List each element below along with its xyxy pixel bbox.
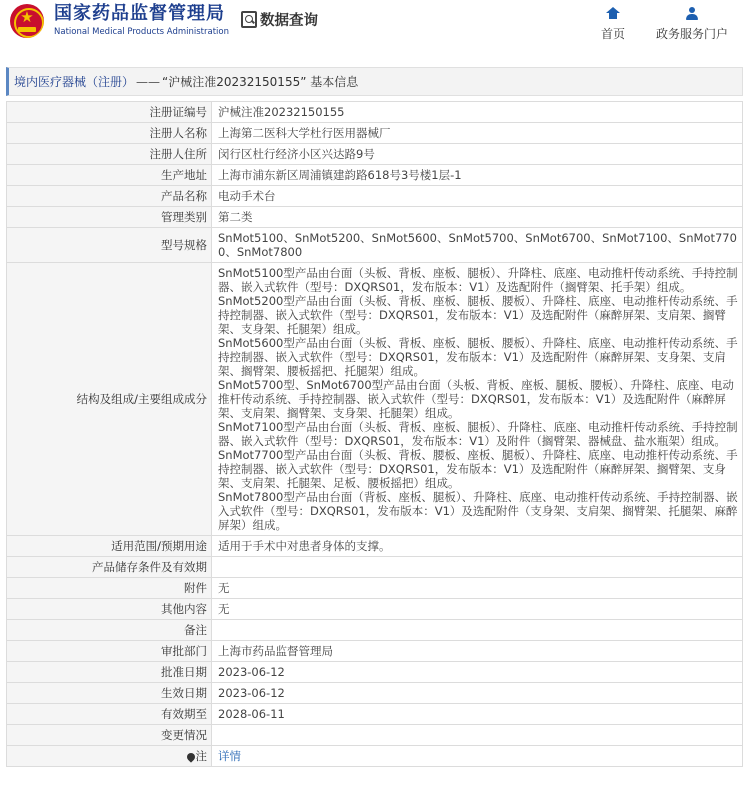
field-label [7,746,212,767]
structure-paragraph: SnMot7100型产品由台面（头板、背板、座板、腿板）、升降柱、底座、电动推杆传动系统、手持控制器、嵌入式软件（型号：DXQRS01，发布版本：V1）及附件（搁臂架、器械盘、盐水瓶架）组成。 [218,420,738,448]
field-value: 无 [212,578,743,599]
data-query-title[interactable] [241,9,318,30]
field-label: 附件 [7,578,212,599]
row-approval-date [7,662,743,683]
details-link[interactable]: 详情 [218,749,241,763]
structure-paragraph: SnMot7800型产品由台面（背板、座板、腿板）、升降柱、底座、电动推杆传动系统、手持控制器、嵌入式软件（型号：DXQRS01，发布版本：V1）及选配附件（支身架、支肩架、搁臂架、托腿架、麻醉屏架）组成。 [218,490,738,532]
row-other [7,599,743,620]
field-label: 注册人名称 [7,123,212,144]
national-emblem-icon: ★ [10,4,44,38]
field-label: 适用范围/预期用途 [7,536,212,557]
field-label: 备注 [7,620,212,641]
field-label: 产品储存条件及有效期 [7,557,212,578]
nav-home-label: 首页 [601,27,626,41]
field-label: 批准日期 [7,662,212,683]
row-category [7,207,743,228]
logo-title-en: National Medical Products Administration [54,27,229,37]
nav-home[interactable] [601,5,625,42]
registration-detail-table [6,101,743,767]
field-label: 生效日期 [7,683,212,704]
structure-paragraph: SnMot5100型产品由台面（头板、背板、座板、腿板）、升降柱、底座、电动推杆传动系统、手持控制器、嵌入式软件（型号：DXQRS01，发布版本：V1）及选配附件（搁臂架、托手架）组成。 [218,266,738,294]
field-label: 有效期至 [7,704,212,725]
field-label: 审批部门 [7,641,212,662]
field-label: 变更情况 [7,725,212,746]
field-label: 注册人住所 [7,144,212,165]
field-value: 第二类 [212,207,743,228]
map-pin-icon [185,751,196,762]
row-product-name [7,186,743,207]
row-remark [7,620,743,641]
row-residence [7,144,743,165]
field-value [212,746,743,767]
note-label: 注 [195,749,207,763]
row-storage [7,557,743,578]
field-value: 2023-06-12 [212,662,743,683]
row-models [7,228,743,263]
field-label: 产品名称 [7,186,212,207]
field-value [212,263,743,536]
home-icon [607,9,619,21]
breadcrumb-current: “沪械注准20232150155” 基本信息 [162,75,359,89]
row-effective-date [7,683,743,704]
field-value: 上海第二医科大学杜行医用器械厂 [212,123,743,144]
structure-paragraph: SnMot7700型产品由台面（头板、背板、腰板、座板、腿板）、升降柱、底座、电动推杆传动系统、手持控制器、嵌入式软件（型号：DXQRS01，发布版本：V1）及选配附件（麻醉屏架、搁臂架、支身架、支肩架、托腿架、足板、腰板摇把）组成。 [218,448,738,490]
field-value: 闵行区杜行经济小区兴达路9号 [212,144,743,165]
field-label: 管理类别 [7,207,212,228]
structure-paragraph: SnMot5600型产品由台面（头板、背板、座板、腿板、腰板）、升降柱、底座、电动推杆传动系统、手持控制器、嵌入式软件（型号：DXQRS01，发布版本：V1）及选配附件（麻醉屏架、支身架、支肩架、搁臂架、腰板摇把、托腿架）组成。 [218,336,738,378]
field-value: SnMot5100、SnMot5200、SnMot5600、SnMot5700、SnMot6700、SnMot7100、SnMot7700、SnMot7800 [212,228,743,263]
field-value: 适用于手术中对患者身体的支撑。 [212,536,743,557]
structure-paragraph: SnMot5200型产品由台面（头板、背板、座板、腿板、腰板）、升降柱、底座、电动推杆传动系统、手持控制器、嵌入式软件（型号：DXQRS01，发布版本：V1）及选配附件（麻醉屏架、支肩架、搁臂架、支身架、托腿架）组成。 [218,294,738,336]
structure-paragraph: SnMot5700型、SnMot6700型产品由台面（头板、背板、座板、腿板、腰板）、升降柱、底座、电动推杆传动系统、手持控制器、嵌入式软件（型号：DXQRS01，发布版本：V1）及选配附件（麻醉屏架、支肩架、搁臂架、支身架、托腿架）组成。 [218,378,734,420]
row-attachment [7,578,743,599]
nav-services-label: 政务服务门户 [656,27,729,41]
data-query-label: 数据查询 [260,13,318,29]
row-reg-no [7,102,743,123]
field-label: 注册证编号 [7,102,212,123]
logo-title-cn: 国家药品监督管理局 [54,3,225,24]
data-search-icon [241,11,257,28]
field-value [212,725,743,746]
nav-government-services[interactable] [656,5,728,42]
field-value: 2028-06-11 [212,704,743,725]
field-value [212,557,743,578]
row-change [7,725,743,746]
site-header [0,0,749,48]
row-approval-dept [7,641,743,662]
user-icon [685,7,699,21]
field-label: 其他内容 [7,599,212,620]
field-value: 2023-06-12 [212,683,743,704]
breadcrumb-category-link[interactable]: 境内医疗器械（注册） [14,75,135,89]
field-value: 沪械注准20232150155 [212,102,743,123]
field-value [212,620,743,641]
site-logo[interactable] [10,3,229,38]
row-expiry-date [7,704,743,725]
field-label: 型号规格 [7,228,212,263]
row-registrant [7,123,743,144]
field-label: 结构及组成/主要组成成分 [7,263,212,536]
breadcrumb-separator: —— [136,74,161,89]
field-value: 无 [212,599,743,620]
field-value: 电动手术台 [212,186,743,207]
row-production-address [7,165,743,186]
breadcrumb [6,67,743,96]
row-structure [7,263,743,536]
row-scope [7,536,743,557]
field-value: 上海市药品监督管理局 [212,641,743,662]
row-note [7,746,743,767]
field-value: 上海市浦东新区周浦镇建韵路618号3号楼1层-1 [212,165,743,186]
field-label: 生产地址 [7,165,212,186]
